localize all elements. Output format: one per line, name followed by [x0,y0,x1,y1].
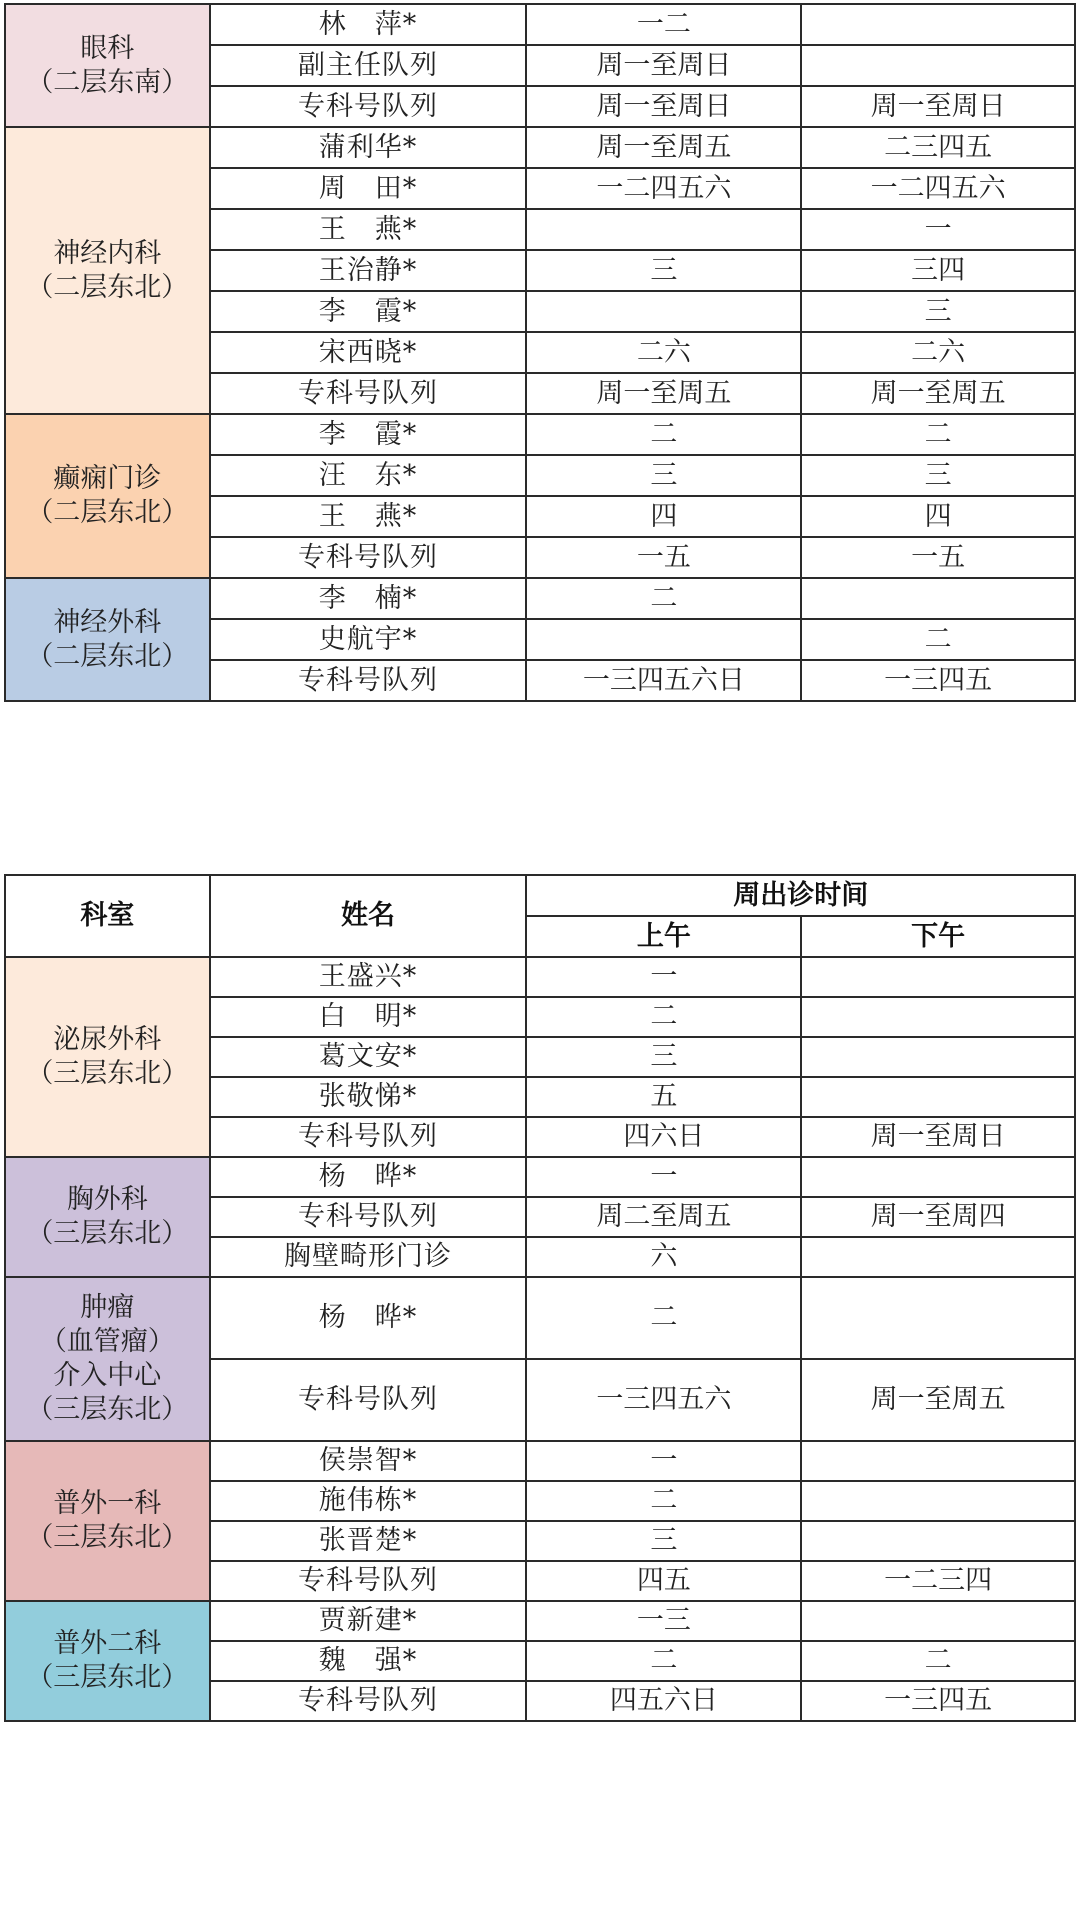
morning-schedule-cell: 四 [526,496,801,537]
afternoon-schedule-cell [801,957,1075,997]
afternoon-schedule-cell [801,1037,1075,1077]
afternoon-schedule-cell: 周一至周日 [801,86,1075,127]
table-row [5,957,1075,997]
doctor-name-cell: 专科号队列 [210,1117,527,1157]
department-label-line: 泌尿外科 [53,1024,162,1055]
table-row [5,1601,1075,1641]
schedule-table-top [4,3,1076,702]
afternoon-schedule-cell: 一二三四 [801,1561,1075,1601]
header-dept: 科室 [5,875,210,957]
afternoon-schedule-cell: 一三四五 [801,660,1075,701]
table-row [5,1277,1075,1359]
doctor-name-cell: 专科号队列 [210,1561,527,1601]
doctor-name-cell: 专科号队列 [210,1197,527,1237]
department-label-line: 肿瘤 [80,1292,135,1323]
department-label-line: 胸外科 [66,1184,148,1215]
afternoon-schedule-cell [801,1481,1075,1521]
department-label-line: （三层东北） [26,1218,189,1249]
morning-schedule-cell: 二 [526,1481,801,1521]
afternoon-schedule-cell: 三 [801,455,1075,496]
department-label-line: 癫痫门诊 [53,463,162,494]
afternoon-schedule-cell [801,578,1075,619]
doctor-name-cell: 王 燕* [210,209,527,250]
doctor-name-cell: 李 楠* [210,578,527,619]
afternoon-schedule-cell: 周一至周四 [801,1197,1075,1237]
department-label-line: 眼科 [80,32,135,64]
afternoon-schedule-cell [801,1077,1075,1117]
header-weekly-time: 周出诊时间 [526,875,1075,916]
afternoon-schedule-cell: 二 [801,1641,1075,1681]
department-label-line: （二层东南） [26,66,189,98]
afternoon-schedule-cell: 周一至周五 [801,1359,1075,1441]
table-row [5,414,1075,455]
morning-schedule-cell: 周一至周日 [526,45,801,86]
morning-schedule-cell: 周二至周五 [526,1197,801,1237]
doctor-name-cell: 白 明* [210,997,527,1037]
afternoon-schedule-cell: 四 [801,496,1075,537]
afternoon-schedule-cell: 二 [801,414,1075,455]
department-cell [5,4,210,127]
doctor-name-cell: 专科号队列 [210,1359,527,1441]
schedule-table-bottom [4,874,1076,1722]
morning-schedule-cell: 一三四五六 [526,1359,801,1441]
morning-schedule-cell: 六 [526,1237,801,1277]
doctor-name-cell: 宋西晓* [210,332,527,373]
afternoon-schedule-cell: 一 [801,209,1075,250]
department-label-line: 神经内科 [53,237,162,269]
afternoon-schedule-cell [801,1521,1075,1561]
afternoon-schedule-cell: 一三四五 [801,1681,1075,1721]
morning-schedule-cell: 五 [526,1077,801,1117]
schedule-table [4,3,1076,702]
department-label-line: （二层东北） [26,271,189,303]
doctor-name-cell: 专科号队列 [210,1681,527,1721]
morning-schedule-cell: 三 [526,1521,801,1561]
department-label-line: （二层东北） [26,640,189,672]
doctor-name-cell: 张晋楚* [210,1521,527,1561]
afternoon-schedule-cell [801,997,1075,1037]
morning-schedule-cell: 一三四五六日 [526,660,801,701]
table-row [5,1441,1075,1481]
department-label-line: 普外二科 [53,1628,162,1659]
morning-schedule-cell [526,209,801,250]
department-cell [5,1601,210,1721]
afternoon-schedule-cell: 二 [801,619,1075,660]
afternoon-schedule-cell: 三四 [801,250,1075,291]
afternoon-schedule-cell [801,1441,1075,1481]
header-name: 姓名 [210,875,527,957]
department-label-line: （三层东北） [26,1522,189,1553]
header-am: 上午 [526,916,801,957]
doctor-name-cell: 专科号队列 [210,86,527,127]
morning-schedule-cell: 一三 [526,1601,801,1641]
morning-schedule-cell: 一 [526,957,801,997]
doctor-name-cell: 专科号队列 [210,537,527,578]
morning-schedule-cell: 一 [526,1157,801,1197]
doctor-name-cell: 专科号队列 [210,373,527,414]
morning-schedule-cell: 二六 [526,332,801,373]
doctor-name-cell: 王 燕* [210,496,527,537]
department-label-line: （血管瘤） [39,1326,175,1357]
department-cell [5,1157,210,1277]
morning-schedule-cell [526,291,801,332]
department-label-line: （三层东北） [26,1662,189,1693]
doctor-name-cell: 施伟栋* [210,1481,527,1521]
afternoon-schedule-cell [801,1277,1075,1359]
department-cell [5,1441,210,1601]
doctor-name-cell: 王治静* [210,250,527,291]
table-row [5,578,1075,619]
morning-schedule-cell: 一二四五六 [526,168,801,209]
doctor-name-cell: 李 霞* [210,414,527,455]
afternoon-schedule-cell [801,1157,1075,1197]
morning-schedule-cell: 三 [526,455,801,496]
doctor-name-cell: 贾新建* [210,1601,527,1641]
doctor-name-cell: 蒲利华* [210,127,527,168]
afternoon-schedule-cell: 二三四五 [801,127,1075,168]
department-cell [5,414,210,578]
doctor-name-cell: 史航宇* [210,619,527,660]
doctor-name-cell: 周 田* [210,168,527,209]
morning-schedule-cell: 三 [526,1037,801,1077]
morning-schedule-cell: 一二 [526,4,801,45]
table-row [5,127,1075,168]
doctor-name-cell: 副主任队列 [210,45,527,86]
department-label-line: （三层东北） [26,1394,189,1425]
doctor-name-cell: 汪 东* [210,455,527,496]
department-label-line: （二层东北） [26,497,189,528]
doctor-name-cell: 王盛兴* [210,957,527,997]
schedule-table [4,874,1076,1722]
morning-schedule-cell: 四五六日 [526,1681,801,1721]
afternoon-schedule-cell [801,1601,1075,1641]
doctor-name-cell: 李 霞* [210,291,527,332]
afternoon-schedule-cell [801,45,1075,86]
doctor-name-cell: 侯崇智* [210,1441,527,1481]
afternoon-schedule-cell: 周一至周日 [801,1117,1075,1157]
morning-schedule-cell: 一五 [526,537,801,578]
department-cell [5,957,210,1157]
doctor-name-cell: 杨 晔* [210,1277,527,1359]
table-row [5,4,1075,45]
morning-schedule-cell: 二 [526,414,801,455]
department-cell [5,127,210,414]
morning-schedule-cell: 二 [526,997,801,1037]
morning-schedule-cell: 周一至周五 [526,127,801,168]
morning-schedule-cell: 周一至周五 [526,373,801,414]
afternoon-schedule-cell: 周一至周五 [801,373,1075,414]
department-cell [5,1277,210,1441]
department-label-line: （三层东北） [26,1058,189,1089]
department-label-line: 神经外科 [53,606,162,638]
department-cell [5,578,210,701]
doctor-name-cell: 杨 晔* [210,1157,527,1197]
morning-schedule-cell: 二 [526,1641,801,1681]
afternoon-schedule-cell: 一五 [801,537,1075,578]
afternoon-schedule-cell [801,1237,1075,1277]
doctor-name-cell: 林 萍* [210,4,527,45]
doctor-name-cell: 葛文安* [210,1037,527,1077]
morning-schedule-cell: 四五 [526,1561,801,1601]
doctor-name-cell: 魏 强* [210,1641,527,1681]
department-label-line: 普外一科 [53,1488,162,1519]
doctor-name-cell: 张敬悌* [210,1077,527,1117]
afternoon-schedule-cell [801,4,1075,45]
header-pm: 下午 [801,916,1075,957]
afternoon-schedule-cell: 二六 [801,332,1075,373]
morning-schedule-cell: 二 [526,578,801,619]
morning-schedule-cell: 四六日 [526,1117,801,1157]
morning-schedule-cell: 三 [526,250,801,291]
morning-schedule-cell: 周一至周日 [526,86,801,127]
doctor-name-cell: 胸壁畸形门诊 [210,1237,527,1277]
department-label-line: 介入中心 [53,1360,162,1391]
morning-schedule-cell: 二 [526,1277,801,1359]
morning-schedule-cell: 一 [526,1441,801,1481]
table-row [5,1157,1075,1197]
doctor-name-cell: 专科号队列 [210,660,527,701]
morning-schedule-cell [526,619,801,660]
afternoon-schedule-cell: 三 [801,291,1075,332]
afternoon-schedule-cell: 一二四五六 [801,168,1075,209]
